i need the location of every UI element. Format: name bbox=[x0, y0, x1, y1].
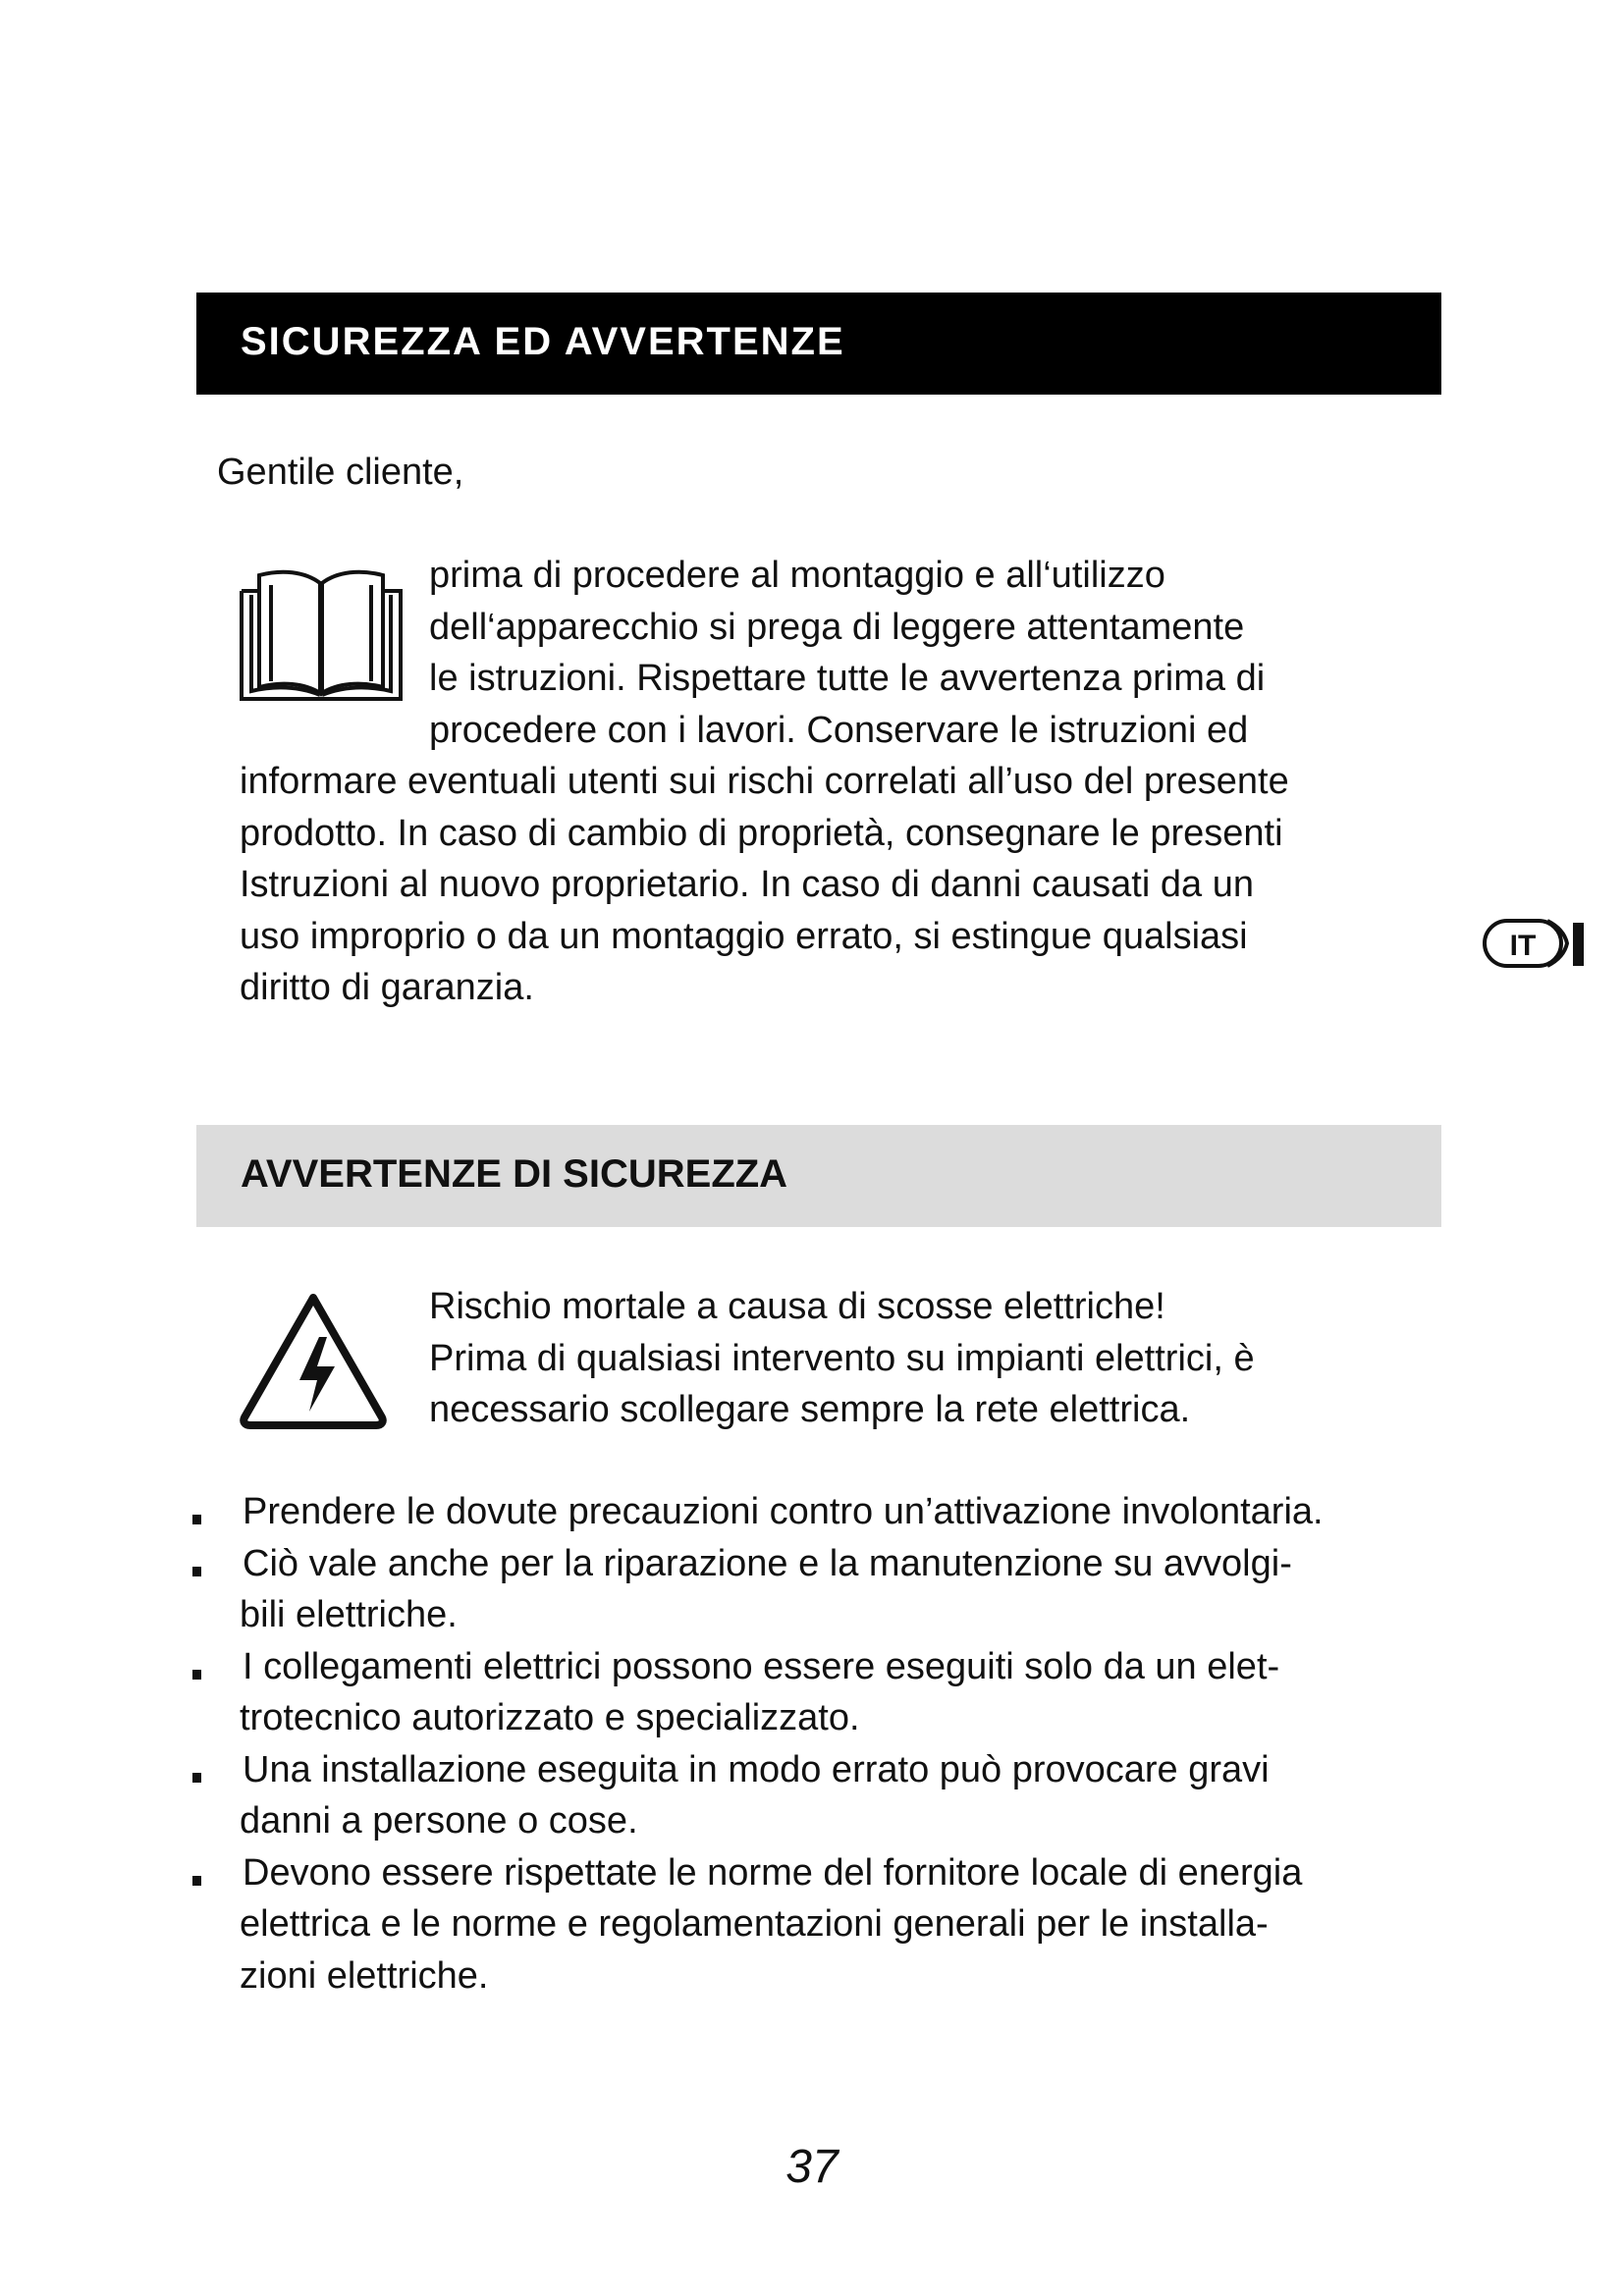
warning-text-line: Prima di qualsiasi intervento su impianti elettrici, è bbox=[429, 1338, 1255, 1379]
intro-text-line: prima di procedere al montaggio e all‘utilizzo bbox=[429, 555, 1165, 596]
intro-text-line: dell‘apparecchio si prega di leggere attentamente bbox=[429, 607, 1245, 648]
book-icon bbox=[238, 565, 405, 705]
page-number: 37 bbox=[785, 2141, 839, 2193]
language-badge bbox=[1483, 915, 1586, 972]
bullet-square-icon bbox=[192, 1567, 201, 1576]
bullet-text-line: bili elettriche. bbox=[240, 1594, 458, 1635]
bullet-square-icon bbox=[192, 1670, 201, 1680]
bullet-square-icon bbox=[192, 1515, 201, 1524]
intro-text-line: prodotto. In caso di cambio di proprietà, consegnare le presenti bbox=[240, 813, 1283, 854]
greeting: Gentile cliente, bbox=[217, 452, 464, 493]
intro-text-line: uso improprio o da un montaggio errato, si estingue qualsiasi bbox=[240, 916, 1248, 957]
bullet-text-line: elettrica e le norme e regolamentazioni generali per le installa- bbox=[240, 1903, 1269, 1945]
section-title: SICUREZZA ED AVVERTENZE bbox=[241, 320, 845, 363]
bullet-text-line: Ciò vale anche per la riparazione e la manutenzione su avvolgi- bbox=[243, 1543, 1292, 1584]
bullet-text-line: I collegamenti elettrici possono essere eseguiti solo da un elet- bbox=[243, 1646, 1280, 1687]
bullet-square-icon bbox=[192, 1773, 201, 1783]
warning-text-line: necessario scollegare sempre la rete elettrica. bbox=[429, 1389, 1191, 1430]
bullet-text-line: Prendere le dovute precauzioni contro un’attivazione involontaria. bbox=[243, 1491, 1324, 1532]
section-header-safety-notices bbox=[196, 1125, 1441, 1227]
section-title: AVVERTENZE DI SICUREZZA bbox=[241, 1152, 788, 1196]
bullet-text-line: danni a persone o cose. bbox=[240, 1800, 638, 1842]
language-code: IT bbox=[1509, 930, 1537, 962]
bullet-square-icon bbox=[192, 1876, 201, 1886]
bullet-text-line: Devono essere rispettate le norme del fornitore locale di energia bbox=[243, 1852, 1303, 1894]
intro-text-line: informare eventuali utenti sui rischi correlati all’uso del presente bbox=[240, 761, 1289, 802]
bullet-text-line: zioni elettriche. bbox=[240, 1955, 489, 1997]
warning-text-line: Rischio mortale a causa di scosse elettriche! bbox=[429, 1286, 1165, 1327]
intro-text-line: diritto di garanzia. bbox=[240, 967, 534, 1008]
intro-text-line: Istruzioni al nuovo proprietario. In caso di danni causati da un bbox=[240, 864, 1254, 905]
bullet-text-line: Una installazione eseguita in modo errato può provocare gravi bbox=[243, 1749, 1270, 1790]
intro-text-line: procedere con i lavori. Conservare le istruzioni ed bbox=[429, 710, 1249, 751]
section-header-safety-warnings bbox=[196, 293, 1441, 395]
electric-hazard-icon bbox=[239, 1290, 388, 1431]
bullet-text-line: trotecnico autorizzato e specializzato. bbox=[240, 1697, 860, 1738]
intro-text-line: le istruzioni. Rispettare tutte le avvertenza prima di bbox=[429, 658, 1266, 699]
